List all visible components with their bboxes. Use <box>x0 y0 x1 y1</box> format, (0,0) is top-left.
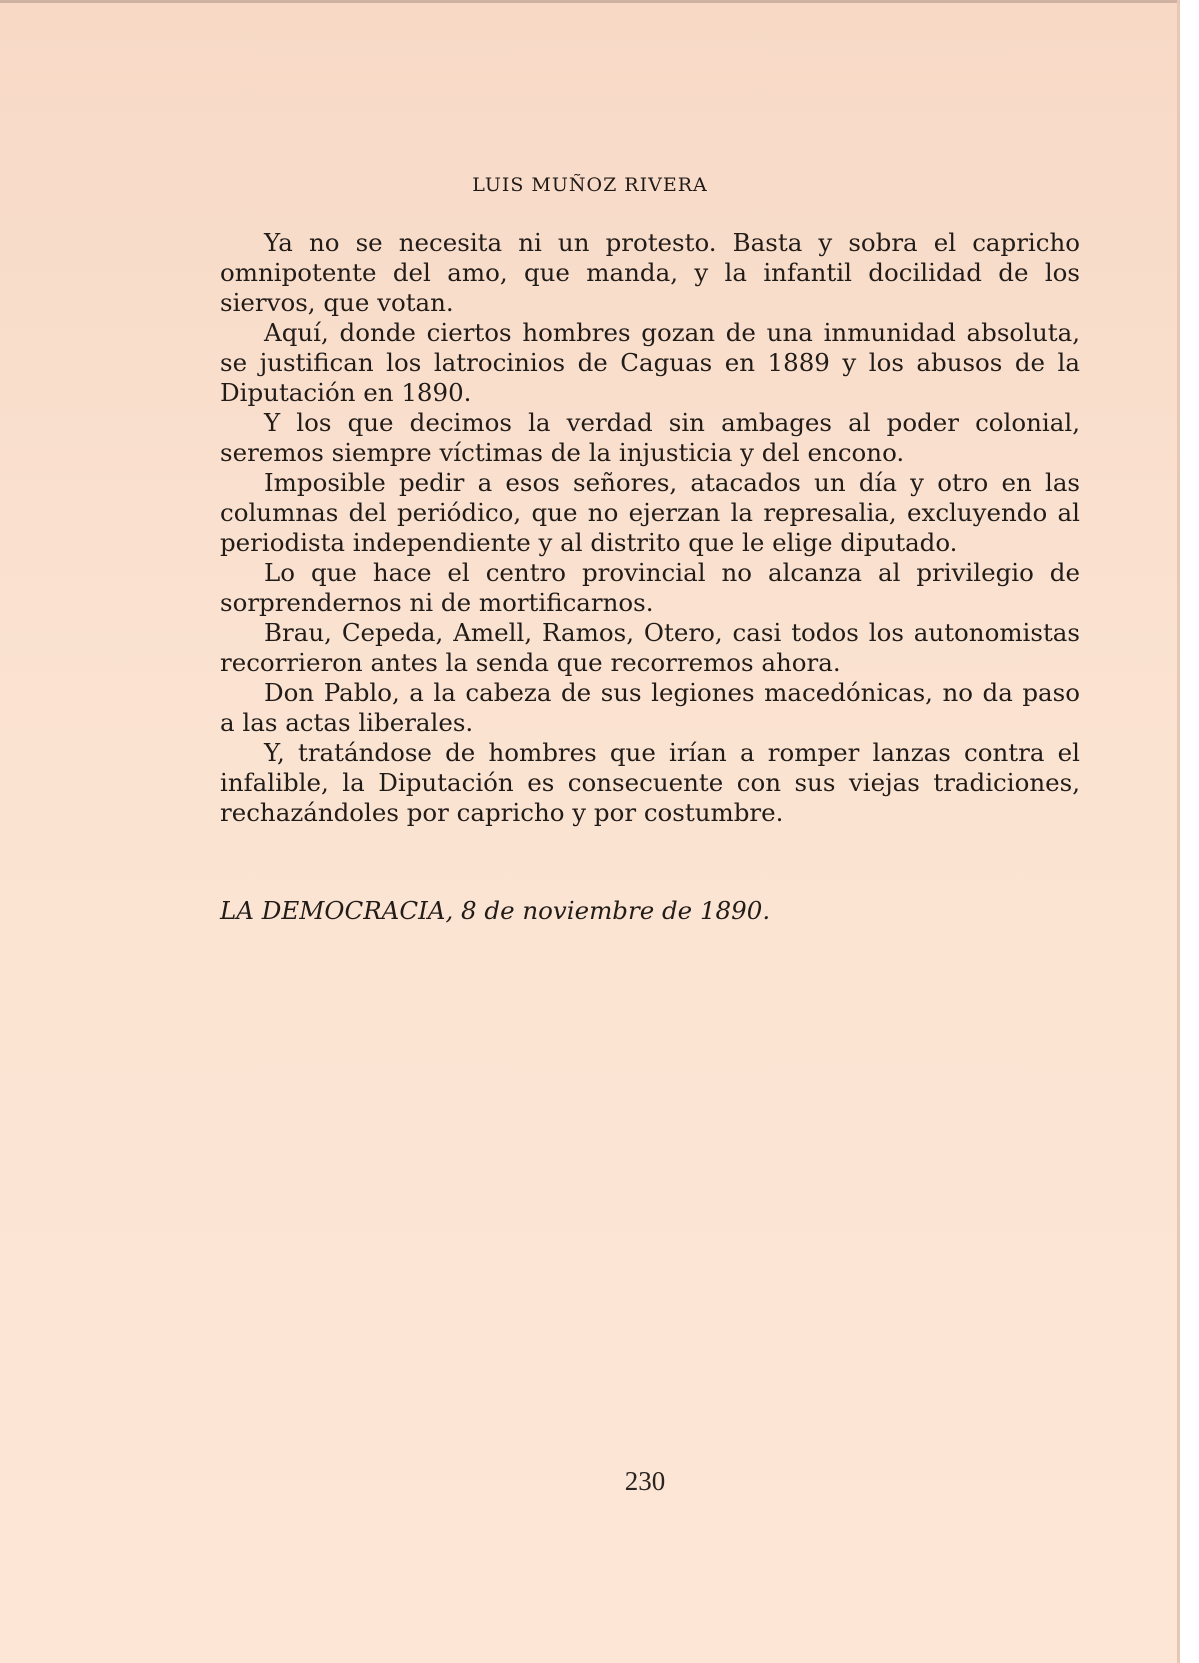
paragraph: Imposible pedir a esos señores, atacados un día y otro en las columnas del periódico, que no ejerzan la represalia, excluyendo al periodista independiente y al distrito que le elige diputado. <box>220 468 1080 557</box>
article-body <box>220 228 1080 828</box>
paragraph: Lo que hace el centro provincial no alcanza al privilegio de sorprendernos ni de mortificarnos. <box>220 558 1080 617</box>
paragraph: Aquí, donde ciertos hombres gozan de una inmunidad absoluta, se justifican los latrocinios de Caguas en 1889 y los abusos de la Diputación en 1890. <box>220 318 1080 407</box>
paragraph: Don Pablo, a la cabeza de sus legiones macedónicas, no da paso a las actas liberales. <box>220 678 1080 737</box>
paragraph: Brau, Cepeda, Amell, Ramos, Otero, casi todos los autonomistas recorrieron antes la senda que recorremos ahora. <box>220 618 1080 677</box>
page-number: 230 <box>624 1466 666 1496</box>
paragraph: Y los que decimos la verdad sin ambages al poder colonial, seremos siempre víctimas de la injusticia y del encono. <box>220 408 1080 467</box>
paragraph: Y, tratándose de hombres que irían a romper lanzas contra el infalible, la Diputación es consecuente con sus viejas tradiciones, rechazándoles por capricho y por costumbre. <box>220 738 1080 827</box>
source-citation: LA DEMOCRACIA, 8 de noviembre de 1890. <box>220 896 771 925</box>
running-head: LUIS MUÑOZ RIVERA <box>472 174 708 196</box>
page-edge <box>1180 0 1199 1663</box>
paragraph: Ya no se necesita ni un protesto. Basta y sobra el capricho omnipotente del amo, que manda, y la infantil docilidad de los siervos, que votan. <box>220 228 1080 317</box>
